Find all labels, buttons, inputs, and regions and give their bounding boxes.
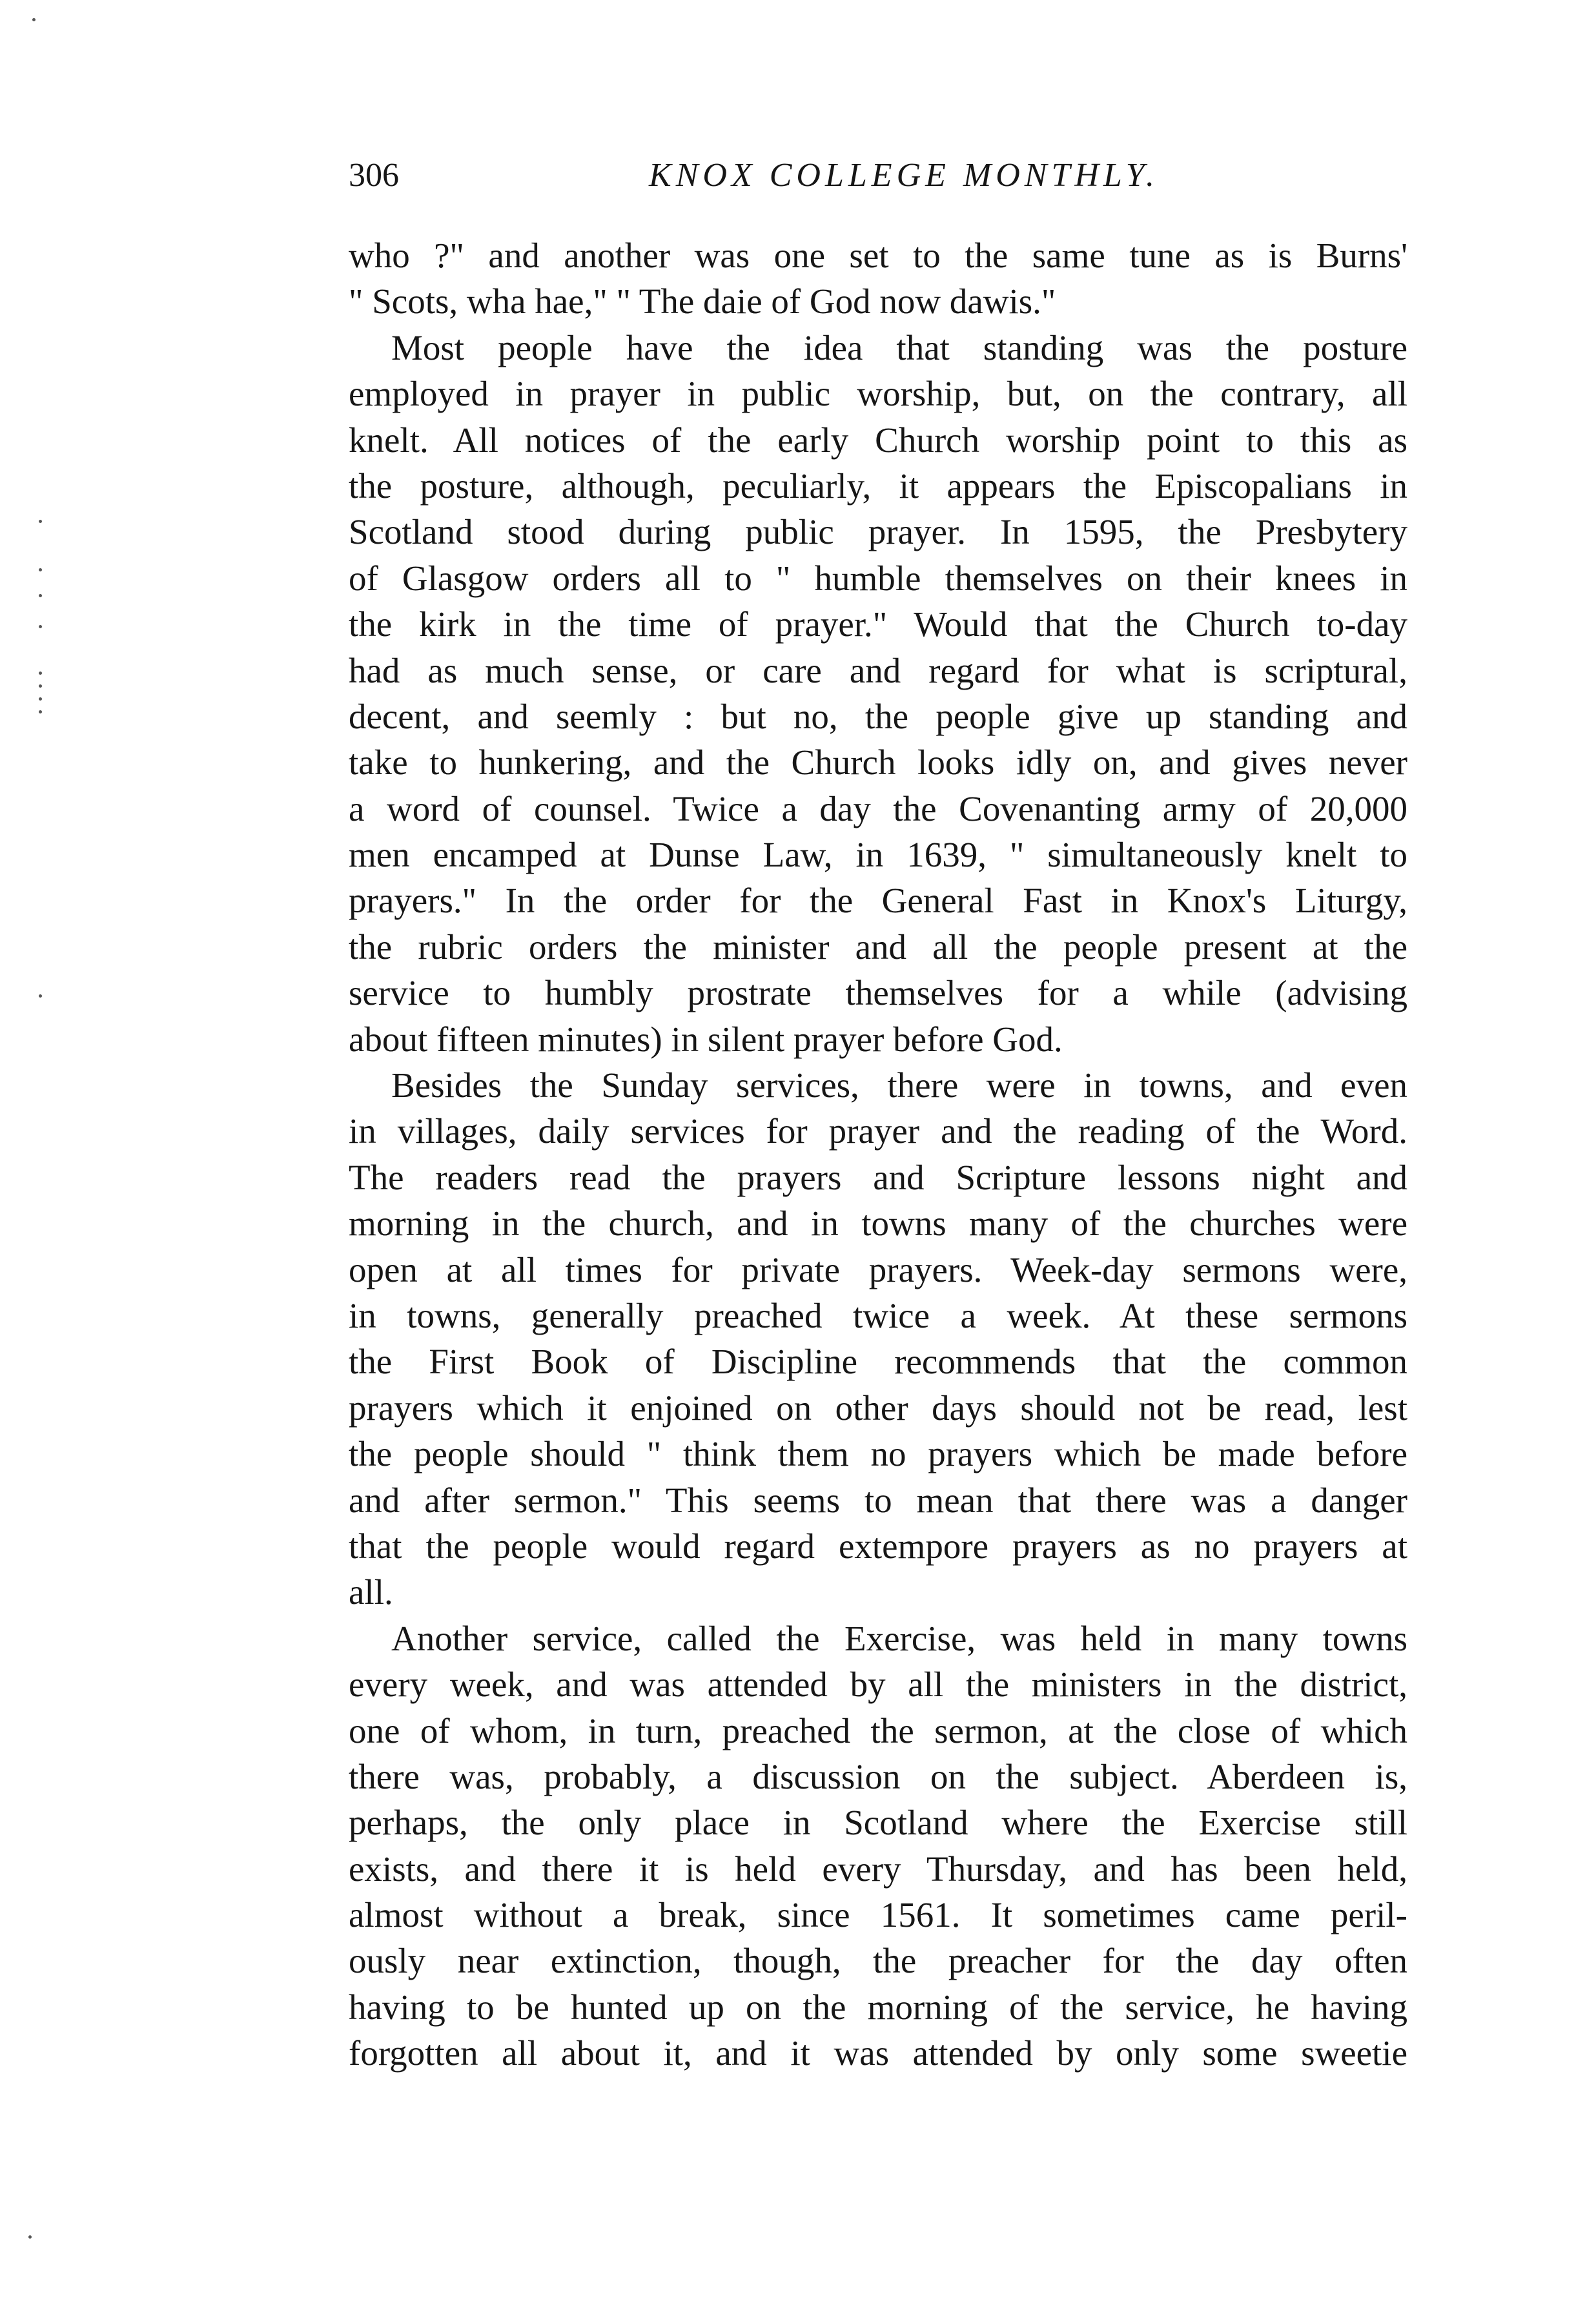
margin-speck (39, 568, 42, 571)
text-line: there was, probably, a discussion on the subject. Aberdeen is, (349, 1756, 1407, 1796)
text-line: The readers read the prayers and Scripture lessons night and (349, 1157, 1407, 1197)
margin-speck (39, 710, 42, 713)
paragraph (349, 1062, 1407, 1616)
text-line: prayers which it enjoined on other days should not be read, lest (349, 1388, 1407, 1428)
text-line: Besides the Sunday services, there were in towns, and even (391, 1065, 1407, 1105)
paragraph (349, 325, 1407, 1062)
text-line: perhaps, the only place in Scotland where the Exercise still (349, 1803, 1407, 1843)
text-line: one of whom, in turn, preached the sermon, at the close of which (349, 1710, 1407, 1750)
body-text (349, 232, 1407, 2077)
text-line: that the people would regard extempore prayers as no prayers at (349, 1526, 1407, 1566)
running-head (349, 152, 1407, 204)
text-line: and after sermon." This seems to mean that there was a danger (349, 1480, 1407, 1520)
text-line: every week, and was attended by all the ministers in the district, (349, 1665, 1407, 1705)
text-line: having to be hunted up on the morning of the service, he having (349, 1987, 1407, 2027)
text-line: prayers." In the order for the General Fast in Knox's Liturgy, (349, 881, 1407, 921)
scan-margin-marks (25, 0, 44, 2298)
text-line: men encamped at Dunse Law, in 1639, " simultaneously knelt to (349, 835, 1407, 875)
text-line: almost without a break, since 1561. It sometimes came peril- (349, 1895, 1407, 1935)
page-number: 306 (349, 157, 399, 194)
margin-speck (39, 684, 42, 688)
text-line: Scotland stood during public prayer. In 1595, the Presbytery (349, 512, 1407, 552)
margin-speck (28, 2235, 32, 2239)
text-line: in villages, daily services for prayer and the reading of the Word. (349, 1111, 1407, 1151)
text-line: knelt. All notices of the early Church worship point to this as (349, 420, 1407, 460)
text-line: forgotten all about it, and it was attended by only some sweetie (349, 2033, 1407, 2073)
text-line: " Scots, wha hae," " The daie of God now dawis." (349, 282, 1056, 322)
text-line: service to humbly prostrate themselves for a while (advising (349, 973, 1407, 1013)
text-line: morning in the church, and in towns many of the churches were (349, 1204, 1407, 1244)
paragraph (349, 1616, 1407, 2077)
journal-title: KNOX COLLEGE MONTHLY. (649, 157, 1159, 194)
text-line: exists, and there it is held every Thursday, and has been held, (349, 1849, 1407, 1889)
text-line: Another service, called the Exercise, was held in many towns (391, 1618, 1407, 1658)
text-line: had as much sense, or care and regard for what is scriptural, (349, 650, 1407, 690)
text-line: employed in prayer in public worship, but, on the contrary, all (349, 374, 1407, 414)
margin-speck (39, 994, 42, 998)
text-line: about fifteen minutes) in silent prayer before God. (349, 1019, 1063, 1059)
text-line: decent, and seemly : but no, the people give up standing and (349, 696, 1407, 736)
text-line: the kirk in the time of prayer." Would that the Church to-day (349, 604, 1407, 644)
text-line: Most people have the idea that standing was the posture (391, 327, 1407, 367)
text-line: all. (349, 1572, 393, 1612)
margin-speck (39, 625, 42, 628)
text-line: open at all times for private prayers. Week-day sermons were, (349, 1249, 1407, 1289)
text-line: in towns, generally preached twice a week. At these sermons (349, 1295, 1407, 1335)
text-line: the people should " think them no prayers which be made before (349, 1434, 1407, 1474)
paragraph (349, 232, 1407, 325)
margin-speck (39, 520, 42, 523)
text-line: ously near extinction, though, the preacher for the day often (349, 1941, 1407, 1981)
margin-speck (39, 594, 42, 597)
text-line: the posture, although, peculiarly, it appears the Episcopalians in (349, 466, 1407, 506)
margin-speck (39, 697, 42, 701)
text-line: a word of counsel. Twice a day the Covenanting army of 20,000 (349, 788, 1407, 828)
text-line: of Glasgow orders all to " humble themselves on their knees in (349, 558, 1407, 598)
text-line: the rubric orders the minister and all the people present at the (349, 927, 1407, 967)
text-line: who ?" and another was one set to the same tune as is Burns' (349, 236, 1407, 275)
margin-speck (32, 18, 36, 21)
margin-speck (39, 672, 42, 675)
text-line: take to hunkering, and the Church looks idly on, and gives never (349, 743, 1407, 783)
text-line: the First Book of Discipline recommends that the common (349, 1342, 1407, 1382)
